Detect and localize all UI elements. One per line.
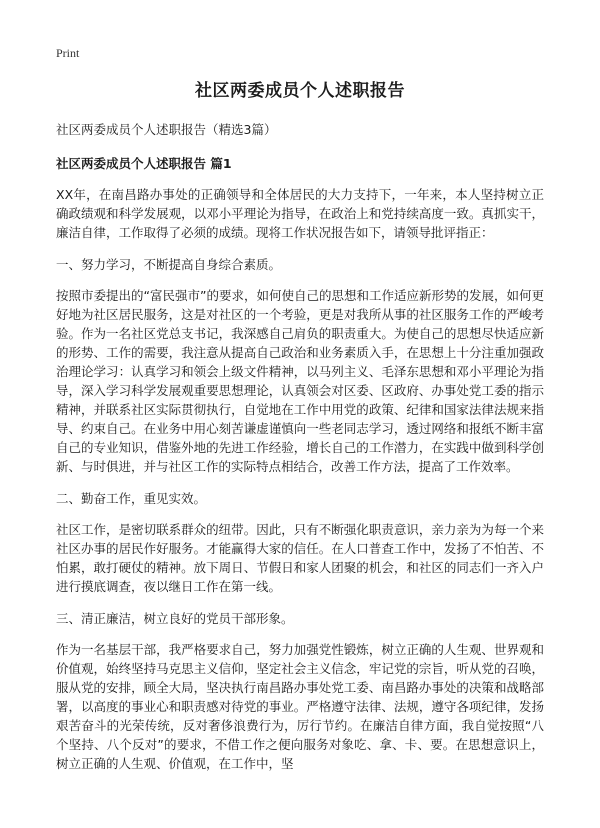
study-paragraph: 按照市委提出的“富民强市”的要求，如何使自己的思想和工作适应新形势的发展，如何更好地为社区居民服务，这是对社区的一个考验，更是对我所从事的社区服务工作的严峻考验。作为一名社区党总支书记，我深感自己肩负的职责重大。为使自己的思想尽快适应新的形势、工作的需要，我注意从提高自己政治和业务素质入手，在思想上十分注重加强政治理论学习：认真学习和领会上级文件精神，以马列主义、毛泽东思想和邓小平理论为指导，深入学习科学发展观重要思想理论，认真领会对区委、区政府、办事处党工委的指示精神，并联系社区实际贯彻执行，自觉地在工作中用党的政策、纪律和国家法律法规来指导、约束自己。在业务中用心刻苦谦虚谨慎向一些老同志学习，透过网络和报纸不断丰富自己的专业知识，借鉴外地的先进工作经验，增长自己的工作潜力，在实践中做到科学创新、与时俱进，并与社区工作的实际特点相结合，改善工作方法，提高了工作效率。	[56, 288, 544, 474]
section-heading: 社区两委成员个人述职报告 篇1	[56, 156, 232, 171]
work-paragraph: 社区工作，是密切联系群众的纽带。因此，只有不断强化职责意识，亲力亲为为每一个来社区办事的居民作好服务。才能赢得大家的信任。在人口普查工作中，发扬了不怕苦、不怕累，敢打硬仗的精神。放下周日、节假日和家人团聚的机会，和社区的同志们一齐入户进行摸底调查，夜以继日工作在第一线。	[56, 522, 544, 594]
intro-paragraph: XX年，在南昌路办事处的正确领导和全体居民的大力支持下，一年来，本人坚持树立正确政绩观和科学发展观，以邓小平理论为指导，在政治上和党持续高度一致。真抓实干，廉洁自律，工作取得了必须的成绩。现将工作状况报告如下，请领导批评指正：	[56, 187, 544, 240]
heading-study: 一、努力学习，不断提高自身综合素质。	[56, 257, 282, 272]
integrity-paragraph: 作为一名基层干部，我严格要求自己，努力加强党性锻炼，树立正确的人生观、世界观和价值观，始终坚持马克思主义信仰，坚定社会主义信念，牢记党的宗旨，听从党的召唤，服从党的安排，顾全大局，坚决执行南昌路办事处党工委、南昌路办事处的决策和战略部署，以高度的事业心和职责感对待党的事业。严格遵守法律、法规，遵守各项纪律，发扬艰苦奋斗的光荣传统，反对奢侈浪费行为，厉行节约。在廉洁自律方面，我自觉按照“八个坚持、八个反对”的要求，不借工作之便向服务对象吃、拿、卡、要。在思想意识上，树立正确的人生观、价值观，在工作中，坚	[56, 642, 544, 771]
heading-integrity: 三、清正廉洁，树立良好的党员干部形象。	[56, 611, 294, 626]
document-title: 社区两委成员个人述职报告	[195, 81, 405, 101]
print-link[interactable]: Print	[56, 46, 80, 60]
heading-work: 二、勤奋工作，重见实效。	[56, 491, 207, 506]
document-subtitle: 社区两委成员个人述职报告（精选3篇）	[56, 122, 277, 137]
